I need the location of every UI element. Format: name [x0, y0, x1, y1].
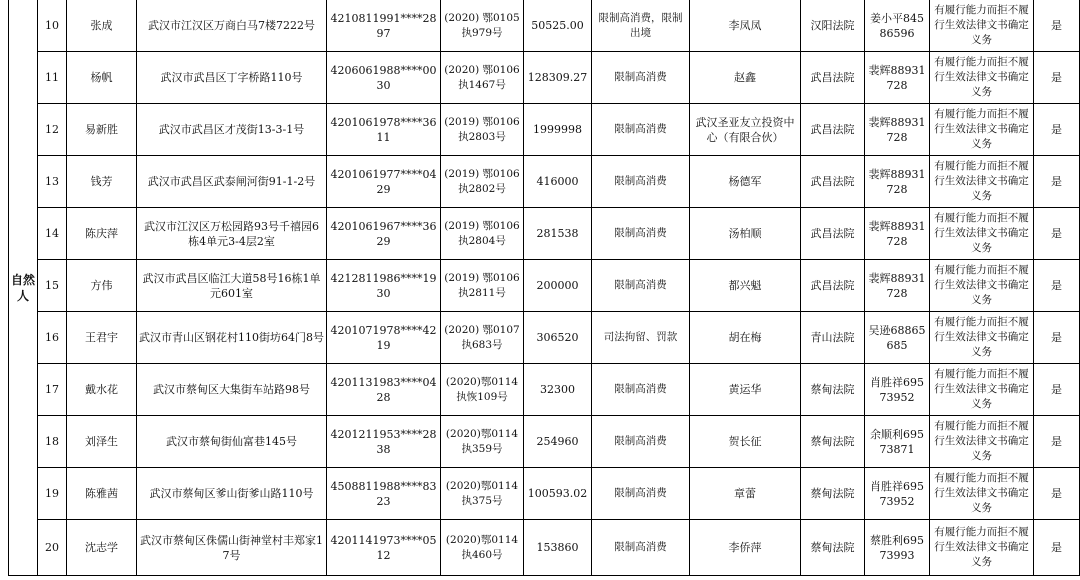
row-number-cell: 18: [38, 416, 67, 468]
amount-cell: 200000: [524, 260, 592, 312]
id-number-cell: 4212811986****1930: [327, 260, 441, 312]
applicant-cell: 赵鑫: [690, 52, 801, 104]
court-cell: 汉阳法院: [801, 0, 865, 52]
table-body: [9, 0, 1080, 576]
amount-cell: 281538: [524, 208, 592, 260]
measure-cell: 限制高消费，限制出境: [592, 0, 690, 52]
id-number-cell: 4201061978****3611: [327, 104, 441, 156]
contact-cell: 余顺利69573871: [865, 416, 930, 468]
contact-cell: 裴辉88931728: [865, 208, 930, 260]
person-name-cell: 戴水花: [67, 364, 137, 416]
measure-cell: 限制高消费: [592, 260, 690, 312]
flag-cell: 是: [1034, 156, 1080, 208]
address-cell: 武汉市江汉区万松园路93号千禧园6栋4单元3-4层2室: [137, 208, 327, 260]
applicant-cell: 杨德军: [690, 156, 801, 208]
amount-cell: 306520: [524, 312, 592, 364]
address-cell: 武汉市武昌区才茂街13-3-1号: [137, 104, 327, 156]
measure-cell: 限制高消费: [592, 520, 690, 576]
address-cell: 武汉市武昌区丁字桥路110号: [137, 52, 327, 104]
flag-cell: 是: [1034, 468, 1080, 520]
id-number-cell: 4210811991****2897: [327, 0, 441, 52]
amount-cell: 254960: [524, 416, 592, 468]
person-name-cell: 沈志学: [67, 520, 137, 576]
person-name-cell: 王君宇: [67, 312, 137, 364]
table-row: [9, 468, 1080, 520]
table-row: [9, 364, 1080, 416]
contact-cell: 裴辉88931728: [865, 260, 930, 312]
row-number-cell: 19: [38, 468, 67, 520]
reason-cell: 有履行能力而拒不履行生效法律文书确定义务: [930, 416, 1034, 468]
person-name-cell: 钱芳: [67, 156, 137, 208]
reason-cell: 有履行能力而拒不履行生效法律文书确定义务: [930, 156, 1034, 208]
table-row: [9, 52, 1080, 104]
id-number-cell: 4508811988****8323: [327, 468, 441, 520]
amount-cell: 128309.27: [524, 52, 592, 104]
reason-cell: 有履行能力而拒不履行生效法律文书确定义务: [930, 52, 1034, 104]
flag-cell: 是: [1034, 416, 1080, 468]
measure-cell: 限制高消费: [592, 104, 690, 156]
case-number-cell: (2020) 鄂0107执683号: [441, 312, 524, 364]
applicant-cell: 黄运华: [690, 364, 801, 416]
case-number-cell: (2019) 鄂0106执2802号: [441, 156, 524, 208]
table-row: [9, 0, 1080, 52]
row-number-cell: 14: [38, 208, 67, 260]
amount-cell: 416000: [524, 156, 592, 208]
court-cell: 青山法院: [801, 312, 865, 364]
id-number-cell: 4201061967****3629: [327, 208, 441, 260]
amount-cell: 32300: [524, 364, 592, 416]
case-number-cell: (2019) 鄂0106执2803号: [441, 104, 524, 156]
case-number-cell: (2019) 鄂0106执2804号: [441, 208, 524, 260]
applicant-cell: 贺长征: [690, 416, 801, 468]
table-row: [9, 104, 1080, 156]
id-number-cell: 4201071978****4219: [327, 312, 441, 364]
contact-cell: 裴辉88931728: [865, 156, 930, 208]
applicant-cell: 胡在梅: [690, 312, 801, 364]
case-number-cell: (2019) 鄂0106执2811号: [441, 260, 524, 312]
person-name-cell: 张成: [67, 0, 137, 52]
row-number-cell: 17: [38, 364, 67, 416]
reason-cell: 有履行能力而拒不履行生效法律文书确定义务: [930, 0, 1034, 52]
table-row: [9, 312, 1080, 364]
person-name-cell: 方伟: [67, 260, 137, 312]
amount-cell: 153860: [524, 520, 592, 576]
category-cell: 自然人: [9, 0, 38, 576]
flag-cell: 是: [1034, 260, 1080, 312]
contact-cell: 肖胜祥69573952: [865, 364, 930, 416]
court-cell: 武昌法院: [801, 104, 865, 156]
flag-cell: 是: [1034, 312, 1080, 364]
address-cell: 武汉市蔡甸区爹山街爹山路110号: [137, 468, 327, 520]
applicant-cell: 李侨萍: [690, 520, 801, 576]
applicant-cell: 都兴魁: [690, 260, 801, 312]
row-number-cell: 13: [38, 156, 67, 208]
case-number-cell: (2020) 鄂0105执979号: [441, 0, 524, 52]
flag-cell: 是: [1034, 208, 1080, 260]
person-name-cell: 陈雅茜: [67, 468, 137, 520]
reason-cell: 有履行能力而拒不履行生效法律文书确定义务: [930, 312, 1034, 364]
court-cell: 武昌法院: [801, 208, 865, 260]
table-row: [9, 208, 1080, 260]
reason-cell: 有履行能力而拒不履行生效法律文书确定义务: [930, 520, 1034, 576]
id-number-cell: 4201141973****0512: [327, 520, 441, 576]
amount-cell: 50525.00: [524, 0, 592, 52]
contact-cell: 裴辉88931728: [865, 104, 930, 156]
court-cell: 蔡甸法院: [801, 364, 865, 416]
reason-cell: 有履行能力而拒不履行生效法律文书确定义务: [930, 260, 1034, 312]
measure-cell: 限制高消费: [592, 364, 690, 416]
row-number-cell: 16: [38, 312, 67, 364]
applicant-cell: 李凤凤: [690, 0, 801, 52]
flag-cell: 是: [1034, 104, 1080, 156]
measure-cell: 限制高消费: [592, 208, 690, 260]
measure-cell: 限制高消费: [592, 416, 690, 468]
id-number-cell: 4201061977****0429: [327, 156, 441, 208]
amount-cell: 100593.02: [524, 468, 592, 520]
table-row: [9, 520, 1080, 576]
contact-cell: 吴逊68865685: [865, 312, 930, 364]
person-name-cell: 易新胜: [67, 104, 137, 156]
court-cell: 武昌法院: [801, 260, 865, 312]
contact-cell: 裴辉88931728: [865, 52, 930, 104]
court-cell: 武昌法院: [801, 52, 865, 104]
enforcement-table: [8, 0, 1080, 576]
measure-cell: 限制高消费: [592, 52, 690, 104]
court-cell: 蔡甸法院: [801, 468, 865, 520]
address-cell: 武汉市青山区钢花村110街坊64门8号: [137, 312, 327, 364]
table-row: [9, 260, 1080, 312]
measure-cell: 限制高消费: [592, 468, 690, 520]
court-cell: 蔡甸法院: [801, 520, 865, 576]
reason-cell: 有履行能力而拒不履行生效法律文书确定义务: [930, 104, 1034, 156]
address-cell: 武汉市蔡甸区大集街车站路98号: [137, 364, 327, 416]
case-number-cell: (2020)鄂0114执359号: [441, 416, 524, 468]
row-number-cell: 20: [38, 520, 67, 576]
address-cell: 武汉市江汉区万商白马7楼7222号: [137, 0, 327, 52]
amount-cell: 1999998: [524, 104, 592, 156]
case-number-cell: (2020)鄂0114执375号: [441, 468, 524, 520]
reason-cell: 有履行能力而拒不履行生效法律文书确定义务: [930, 364, 1034, 416]
measure-cell: 司法拘留、罚款: [592, 312, 690, 364]
address-cell: 武汉市武昌区武泰闸河街91-1-2号: [137, 156, 327, 208]
contact-cell: 肖胜祥69573952: [865, 468, 930, 520]
contact-cell: 姜小平84586596: [865, 0, 930, 52]
person-name-cell: 刘泽生: [67, 416, 137, 468]
flag-cell: 是: [1034, 0, 1080, 52]
applicant-cell: 汤柏顺: [690, 208, 801, 260]
court-cell: 蔡甸法院: [801, 416, 865, 468]
flag-cell: 是: [1034, 520, 1080, 576]
flag-cell: 是: [1034, 364, 1080, 416]
court-cell: 武昌法院: [801, 156, 865, 208]
contact-cell: 蔡胜利69573993: [865, 520, 930, 576]
id-number-cell: 4201131983****0428: [327, 364, 441, 416]
address-cell: 武汉市蔡甸区侏儒山街神堂村丰郑家17号: [137, 520, 327, 576]
case-number-cell: (2020) 鄂0106执1467号: [441, 52, 524, 104]
address-cell: 武汉市蔡甸街仙富巷145号: [137, 416, 327, 468]
person-name-cell: 陈庆萍: [67, 208, 137, 260]
reason-cell: 有履行能力而拒不履行生效法律文书确定义务: [930, 468, 1034, 520]
measure-cell: 限制高消费: [592, 156, 690, 208]
applicant-cell: 章蕾: [690, 468, 801, 520]
flag-cell: 是: [1034, 52, 1080, 104]
row-number-cell: 15: [38, 260, 67, 312]
person-name-cell: 杨帆: [67, 52, 137, 104]
table-row: [9, 416, 1080, 468]
reason-cell: 有履行能力而拒不履行生效法律文书确定义务: [930, 208, 1034, 260]
id-number-cell: 4201211953****2838: [327, 416, 441, 468]
case-number-cell: (2020)鄂0114执460号: [441, 520, 524, 576]
case-number-cell: (2020)鄂0114执恢109号: [441, 364, 524, 416]
row-number-cell: 12: [38, 104, 67, 156]
table-row: [9, 156, 1080, 208]
address-cell: 武汉市武昌区临江大道58号16栋1单元601室: [137, 260, 327, 312]
id-number-cell: 4206061988****0030: [327, 52, 441, 104]
applicant-cell: 武汉圣亚友立投资中心（有限合伙）: [690, 104, 801, 156]
row-number-cell: 10: [38, 0, 67, 52]
row-number-cell: 11: [38, 52, 67, 104]
